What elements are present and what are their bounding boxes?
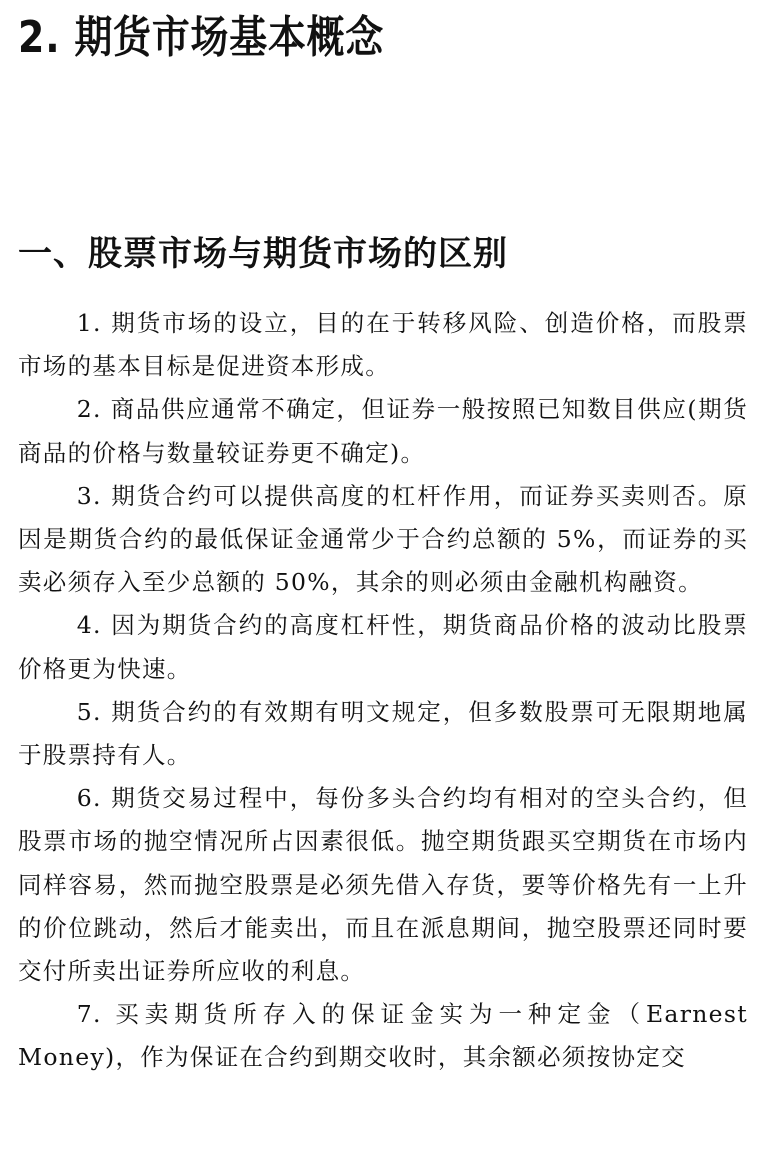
paragraph-7: 7. 买卖期货所存入的保证金实为一种定金（Earnest Money)，作为保证在合约到期交收时，其余额必须按协定交 xyxy=(18,1000,748,1072)
paragraph-2: 2. 商品供应通常不确定，但证券一般按照已知数目供应(期货商品的价格与数量较证券更不确定)。 xyxy=(18,395,748,467)
chapter-title: 2. 期货市场基本概念 xyxy=(18,12,385,63)
paragraph-5: 5. 期货合约的有效期有明文规定，但多数股票可无限期地属于股票持有人。 xyxy=(18,697,748,770)
paragraph-6: 6. 期货交易过程中，每份多头合约均有相对的空头合约，但股票市场的抛空情况所占因素很低。抛空期货跟买空期货在市场内同样容易，然而抛空股票是必须先借入存货，要等价格先有一上升的价位跳动，然后才能卖出，而且在派息期间，抛空股票还同时要交付所卖出证券所应收的利息。 xyxy=(18,784,748,986)
body-text xyxy=(18,302,748,1080)
paragraph-4: 4. 因为期货合约的高度杠杆性，期货商品价格的波动比股票价格更为快速。 xyxy=(18,611,748,683)
paragraph-1: 1. 期货市场的设立，目的在于转移风险、创造价格，而股票市场的基本目标是促进资本形成。 xyxy=(18,309,748,381)
section-title: 一、股票市场与期货市场的区别 xyxy=(18,234,508,274)
paragraph-3: 3. 期货合约可以提供高度的杠杆作用，而证券买卖则否。原因是期货合约的最低保证金通常少于合约总额的 5%，而证券的买卖必须存入至少总额的 50%，其余的则必须由金融机构融资。 xyxy=(18,481,748,597)
